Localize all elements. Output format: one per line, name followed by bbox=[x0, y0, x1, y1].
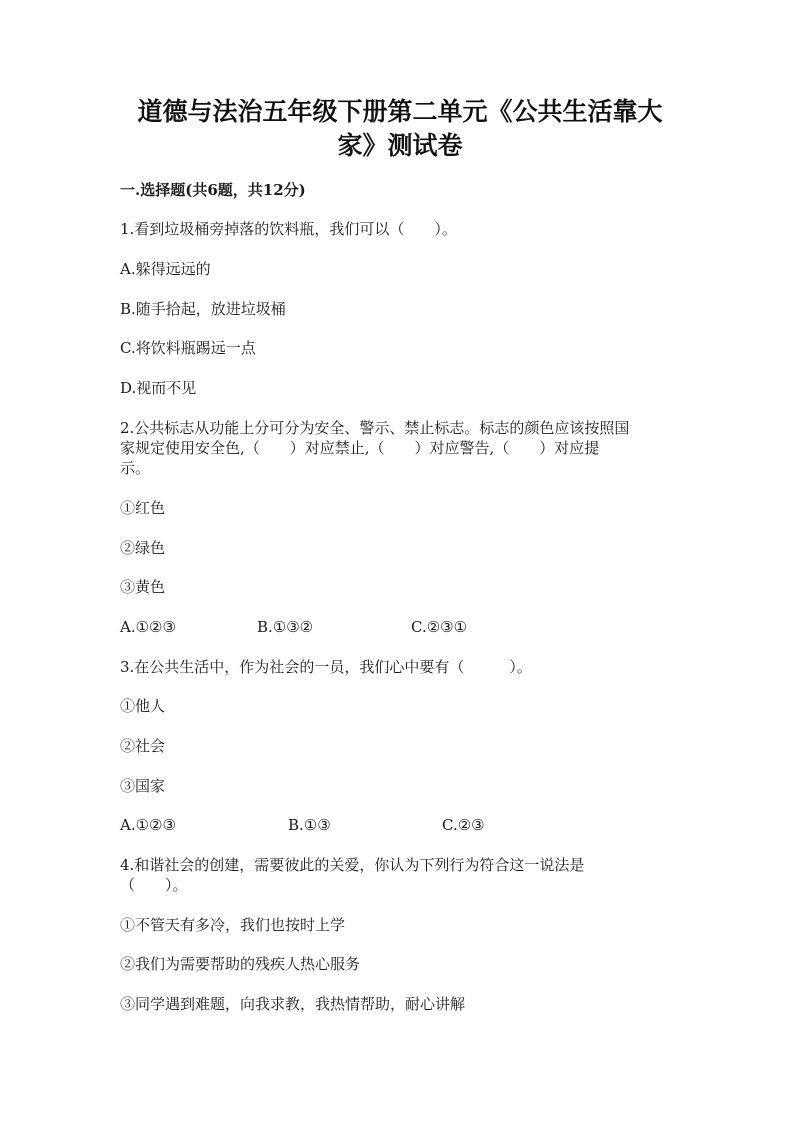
question-3-item-1: ①他人 bbox=[120, 697, 166, 715]
question-1-option-a: A.躲得远远的 bbox=[120, 260, 211, 278]
question-4-item-2: ②我们为需要帮助的残疾人热心服务 bbox=[120, 955, 361, 973]
question-2-choice-b: B.①③② bbox=[257, 618, 314, 636]
question-3-stem: 3.在公共生活中，作为社会的一员，我们心中要有（ ）。 bbox=[120, 658, 532, 676]
question-2-choice-a: A.①②③ bbox=[120, 618, 176, 636]
question-2-stem-line-2: 家规定使用安全色,（ ）对应禁止,（ ）对应警告,（ ）对应提 bbox=[120, 439, 600, 457]
question-4-stem-line-1: 4.和谐社会的创建，需要彼此的关爱，你认为下列行为符合这一说法是 bbox=[120, 856, 585, 874]
page-title-line-2: 家》测试卷 bbox=[337, 131, 463, 160]
question-1-option-b: B.随手拾起，放进垃圾桶 bbox=[120, 300, 286, 318]
question-3-item-3: ③国家 bbox=[120, 777, 166, 795]
question-3-choice-c: C.②③ bbox=[442, 816, 485, 834]
question-3-choice-b: B.①③ bbox=[288, 816, 331, 834]
question-4-item-3: ③同学遇到难题，向我求教，我热情帮助，耐心讲解 bbox=[120, 995, 466, 1013]
question-2-stem-line-3: 示。 bbox=[120, 459, 151, 477]
question-4-item-1: ①不管天有多冷，我们也按时上学 bbox=[120, 916, 346, 934]
question-1-stem: 1.看到垃圾桶旁掉落的饮料瓶，我们可以（ ）。 bbox=[120, 220, 457, 238]
question-4-stem-line-2: （ ）。 bbox=[120, 876, 188, 894]
question-2-item-2: ②绿色 bbox=[120, 539, 166, 557]
question-2-item-3: ③黄色 bbox=[120, 578, 166, 596]
question-2-choice-c: C.②③① bbox=[411, 618, 468, 636]
question-2-stem-line-1: 2.公共标志从功能上分可分为安全、警示、禁止标志。标志的颜色应该按照国 bbox=[120, 419, 630, 437]
question-3-item-2: ②社会 bbox=[120, 737, 166, 755]
question-1-option-c: C.将饮料瓶踢远一点 bbox=[120, 339, 256, 357]
page-title-line-1: 道德与法治五年级下册第二单元《公共生活靠大 bbox=[137, 97, 663, 126]
question-2-item-1: ①红色 bbox=[120, 499, 166, 517]
section-heading: 一.选择题(共6题，共12分) bbox=[120, 181, 306, 199]
question-3-choice-a: A.①②③ bbox=[120, 816, 176, 834]
question-1-option-d: D.视而不见 bbox=[120, 379, 197, 397]
